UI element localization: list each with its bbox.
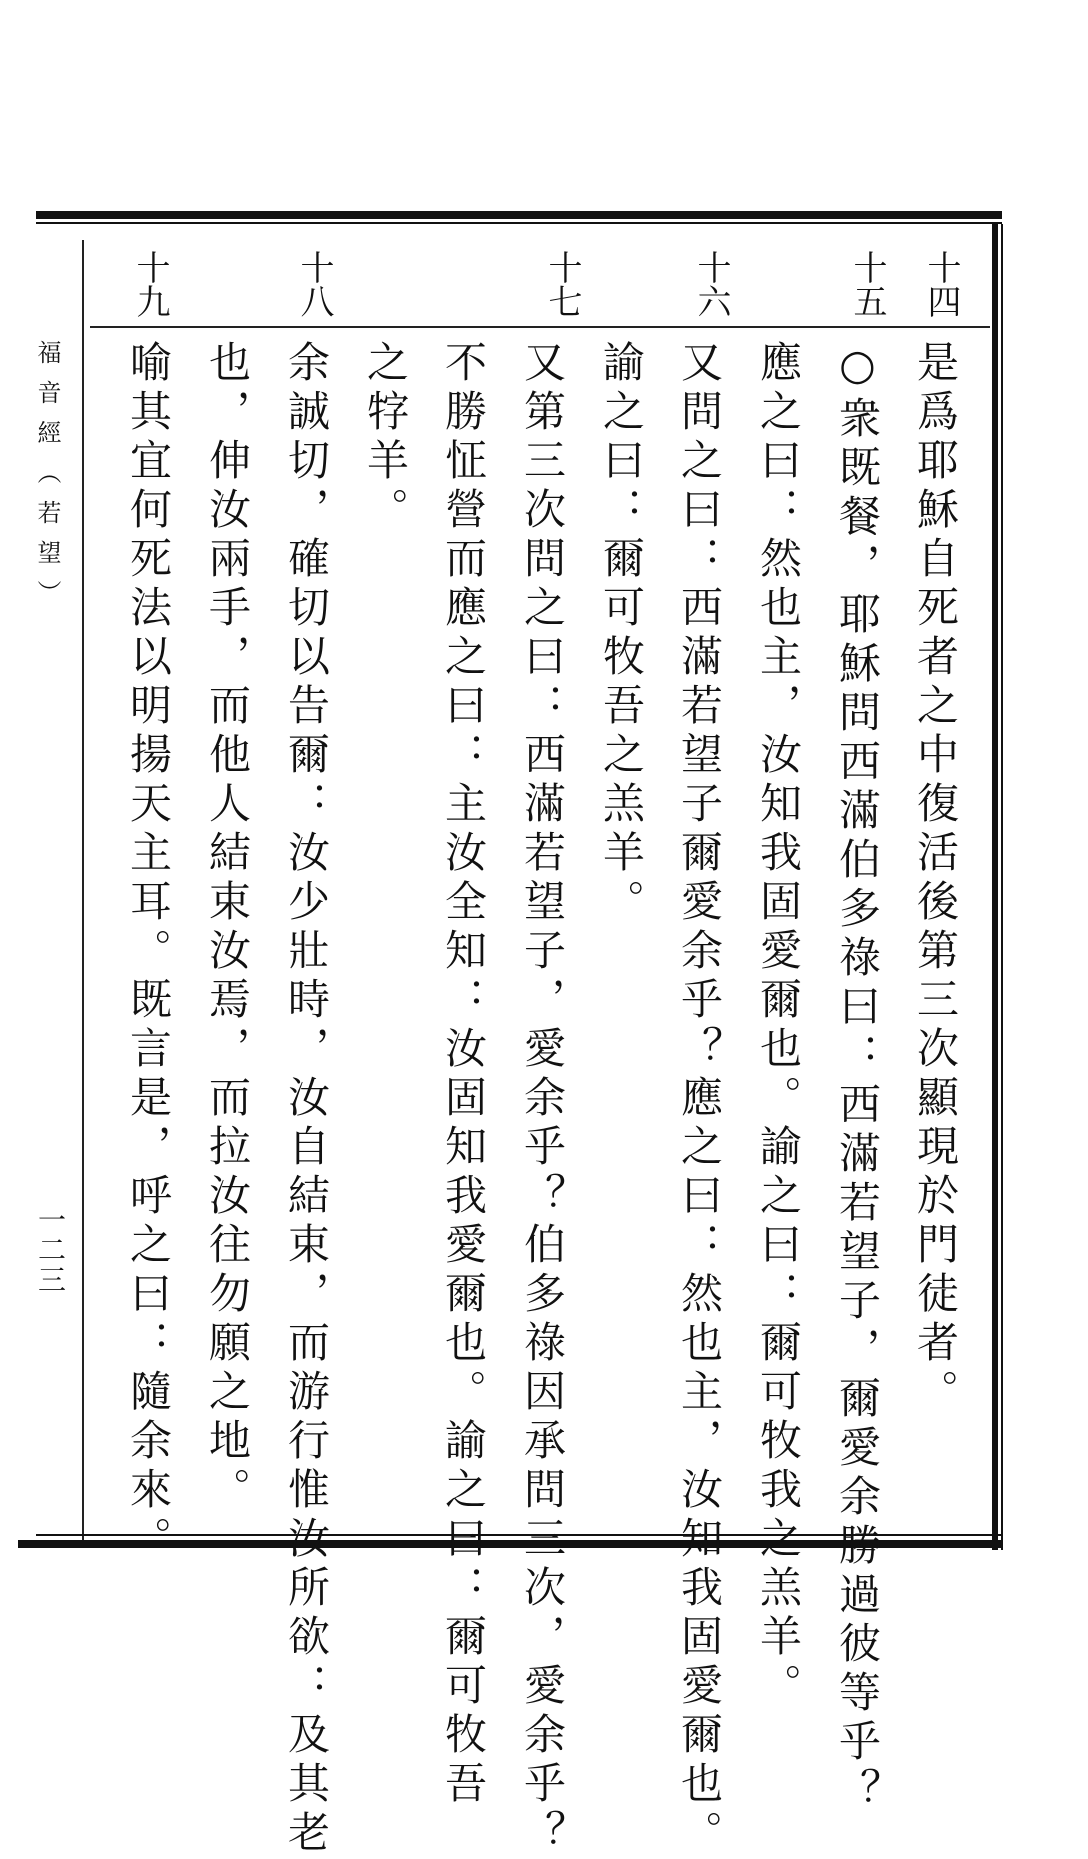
text-column: 是爲耶穌自死者之中復活後第三次顯現於門徒者。: [911, 340, 960, 1418]
left-border: [82, 240, 84, 1545]
text-column: 又第三次問之曰：西滿若望子，愛余乎？伯多祿因承問三次，愛余乎？: [518, 340, 567, 1859]
verse-number: 十四: [921, 250, 961, 318]
text-column: ○衆既餐，耶穌問西滿伯多祿曰：西滿若望子，爾愛余勝過彼等乎？: [833, 340, 882, 1817]
text-column: 喻其宜何死法以明揚天主耳。既言是，呼之曰：隨余來。: [124, 340, 173, 1565]
text-column: 不勝怔營而應之曰：主汝全知：汝固知我愛爾也。諭之曰：爾可牧吾: [439, 340, 488, 1810]
text-column: 應之曰：然也主，汝知我固愛爾也。諭之曰：爾可牧我之羔羊。: [754, 340, 803, 1712]
text-column: 之牸羊。: [361, 340, 410, 536]
top-border-thick: [36, 211, 1002, 219]
right-border-thin: [1001, 224, 1003, 1550]
verse-number: 十七: [542, 250, 582, 318]
text-column: 又問之曰：西滿若望子爾愛余乎？應之曰：然也主，汝知我固愛爾也。: [675, 340, 724, 1859]
text-column: 余誠切，確切以告爾：汝少壯時，汝自結束，而游行惟汝所欲：及其老: [282, 340, 331, 1859]
page-number: 一二三: [34, 1205, 67, 1295]
running-title: 福音經（若望）: [33, 340, 61, 620]
verse-number: 十五: [847, 250, 887, 318]
top-border-thin: [36, 222, 1002, 224]
right-border-thick: [992, 224, 998, 1550]
verse-number-divider: [90, 326, 990, 328]
text-column: 也，伸汝兩手，而他人結束汝焉，而拉汝往勿願之地。: [203, 340, 252, 1516]
verse-number: 十八: [294, 250, 334, 318]
text-column: 諭之曰：爾可牧吾之羔羊。: [597, 340, 646, 928]
verse-number: 十六: [691, 250, 731, 318]
verse-number: 十九: [130, 250, 170, 318]
